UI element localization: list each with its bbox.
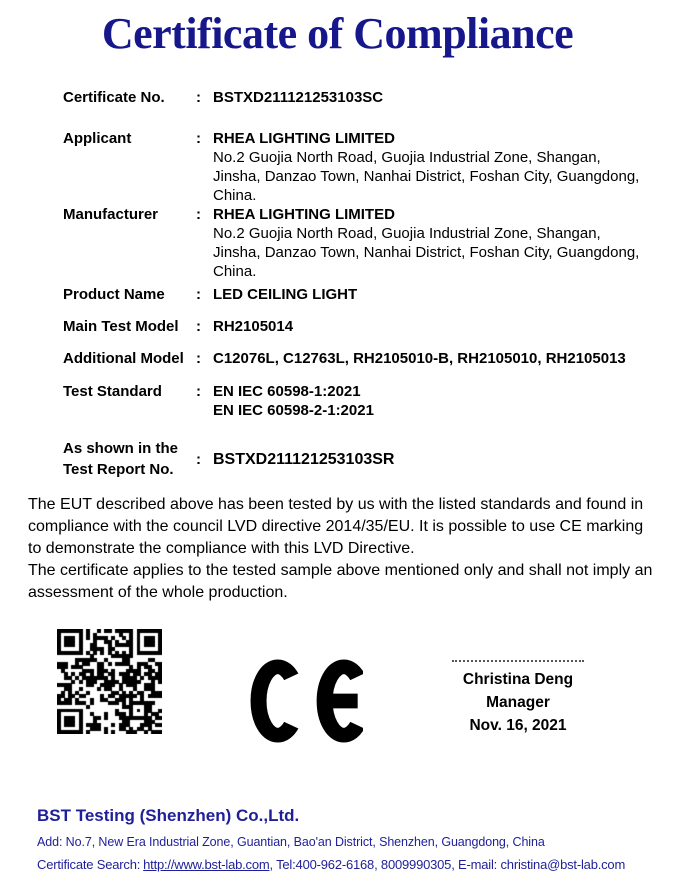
field-row-certificate-no xyxy=(63,88,663,107)
company-name: BST Testing (Shenzhen) Co.,Ltd. xyxy=(37,806,300,825)
certificate-search-link[interactable]: http://www.bst-lab.com xyxy=(143,857,270,872)
signatory-title: Manager xyxy=(486,694,550,711)
footer xyxy=(37,806,647,872)
test-standard-line: EN IEC 60598-2-1:2021 xyxy=(213,402,374,419)
field-colon: : xyxy=(196,130,201,147)
field-label: Applicant xyxy=(63,130,132,147)
field-row-additional-model xyxy=(63,349,663,368)
applicant-address-line: China. xyxy=(213,187,257,204)
compliance-statement xyxy=(28,494,656,604)
test-report-number: BSTXD211121253103SR xyxy=(213,450,395,468)
field-label: As shown in the Test Report No. xyxy=(63,440,179,478)
ce-mark-icon xyxy=(250,657,363,745)
statement-paragraph-2: The certificate applies to the tested sample above mentioned only and shall not imply an assessment of the whole production. xyxy=(28,562,653,601)
field-label: Manufacturer xyxy=(63,206,159,223)
certificate-number: BSTXD211121253103SC xyxy=(213,89,384,106)
manufacturer-address-line: China. xyxy=(213,263,257,280)
statement-paragraph-1: The EUT described above has been tested by us with the listed standards and found in compliance with the council LVD directive 2014/35/EU. It is possible to use CE marking to demonstrate the compliance with this LVD Directive. xyxy=(28,496,644,557)
field-colon: : xyxy=(196,350,201,367)
main-test-model: RH2105014 xyxy=(213,318,294,335)
manufacturer-name: RHEA LIGHTING LIMITED xyxy=(213,206,395,223)
field-colon: : xyxy=(196,206,201,223)
applicant-name: RHEA LIGHTING LIMITED xyxy=(213,130,395,147)
field-colon: : xyxy=(196,383,201,400)
field-label: Certificate No. xyxy=(63,89,165,106)
signature-date: Nov. 16, 2021 xyxy=(469,717,567,734)
manufacturer-address-line: No.2 Guojia North Road, Guojia Industrial Zone, Shangan, xyxy=(213,225,601,242)
field-colon: : xyxy=(196,286,201,303)
certificate-search-line xyxy=(37,857,647,872)
field-label: Additional Model xyxy=(63,350,184,367)
page-title: Certificate of Compliance xyxy=(101,9,574,58)
field-label: Product Name xyxy=(63,286,165,303)
signature-dotted-line xyxy=(452,660,584,662)
field-row-product-name xyxy=(63,285,663,304)
footer-contact-info: , Tel:400-962-6168, 8009990305, E-mail: christina@bst-lab.com xyxy=(269,857,626,872)
signature-block xyxy=(443,660,593,737)
field-colon: : xyxy=(196,89,201,106)
certificate-search-label: Certificate Search: xyxy=(37,857,141,872)
product-name: LED CEILING LIGHT xyxy=(213,286,358,303)
field-row-applicant xyxy=(63,129,663,205)
signatory-name: Christina Deng xyxy=(462,671,574,688)
applicant-address-line: No.2 Guojia North Road, Guojia Industrial Zone, Shangan, xyxy=(213,149,601,166)
field-colon: : xyxy=(196,318,201,335)
field-colon: : xyxy=(196,450,201,468)
fields-section xyxy=(63,88,663,480)
test-standard-line: EN IEC 60598-1:2021 xyxy=(213,383,361,400)
company-address: Add: No.7, New Era Industrial Zone, Guantian, Bao'an District, Shenzhen, Guangdong, China xyxy=(37,835,545,849)
field-label: Main Test Model xyxy=(63,318,179,335)
field-label: Test Standard xyxy=(63,383,162,400)
field-row-test-standard xyxy=(63,382,663,420)
field-row-test-report-no xyxy=(63,438,663,480)
manufacturer-address-line: Jinsha, Danzao Town, Nanhai District, Foshan City, Guangdong, xyxy=(213,244,640,261)
field-row-main-test-model xyxy=(63,317,663,336)
applicant-address-line: Jinsha, Danzao Town, Nanhai District, Foshan City, Guangdong, xyxy=(213,168,640,185)
additional-models: C12076L, C12763L, RH2105010-B, RH2105010, RH2105013 xyxy=(213,350,626,367)
field-row-manufacturer xyxy=(63,205,663,281)
qr-code-icon xyxy=(57,629,162,734)
